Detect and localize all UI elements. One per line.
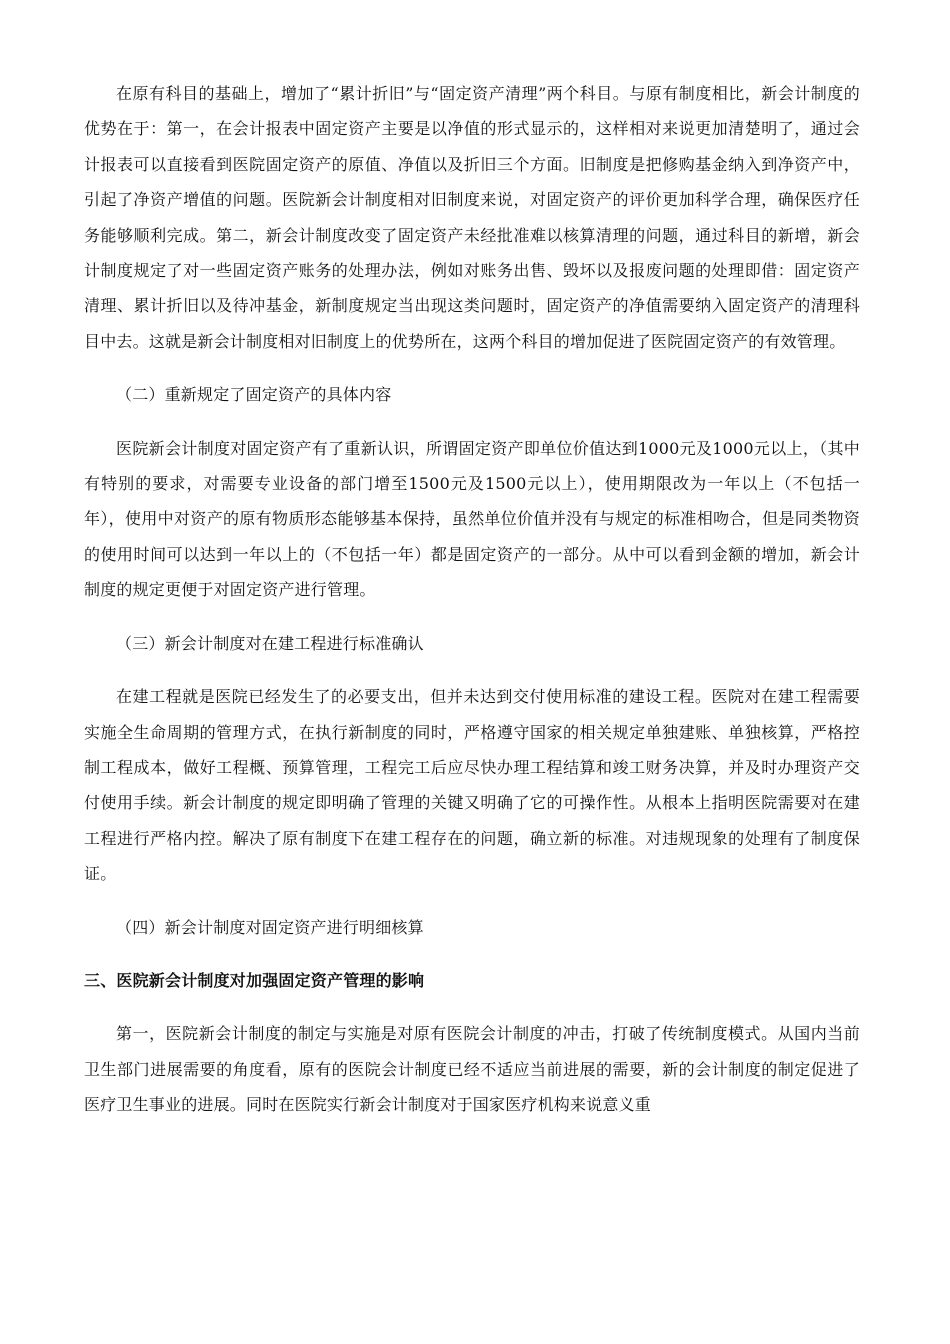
section-heading: 三、医院新会计制度对加强固定资产管理的影响 — [84, 970, 425, 990]
subheading: （二）重新规定了固定资产的具体内容 — [116, 385, 392, 405]
subheading: （四）新会计制度对固定资产进行明细核算 — [116, 917, 424, 937]
body-paragraph: 第一，医院新会计制度的制定与实施是对原有医院会计制度的冲击，打破了传统制度模式。从国内当前卫生部门进展需要的角度看，原有的医院会计制度已经不适应当前进展的需要，新的会计制度的制定促进了医疗卫生事业的进展。同时在医院实行新会计制度对于国家医疗机构来说意义重 — [84, 1024, 860, 1115]
body-paragraph: 在原有科目的基础上，增加了“累计折旧”与“固定资产清理”两个科目。与原有制度相比，新会计制度的优势在于：第一，在会计报表中固定资产主要是以净值的形式显示的，这样相对来说更加清楚明了，通过会计报表可以直接看到医院固定资产的原值、净值以及折旧三个方面。旧制度是把修购基金纳入到净资产中，引起了净资产增值的问题。医院新会计制度相对旧制度来说，对固定资产的评价更加科学合理，确保医疗任务能够顺利完成。第二，新会计制度改变了固定资产未经批准难以核算清理的问题，通过科目的新增，新会计制度规定了对一些固定资产账务的处理办法，例如对账务出售、毁坏以及报废问题的处理即借：固定资产清理、累计折旧以及待冲基金，新制度规定当出现这类问题时，固定资产的净值需要纳入固定资产的清理科目中去。这就是新会计制度相对旧制度上的优势所在，这两个科目的增加促进了医院固定资产的有效管理。 — [84, 84, 860, 351]
body-paragraph: 在建工程就是医院已经发生了的必要支出，但并未达到交付使用标准的建设工程。医院对在建工程需要实施全生命周期的管理方式，在执行新制度的同时，严格遵守国家的相关规定单独建账、单独核算，严格控制工程成本，做好工程概、预算管理，工程完工后应尽快办理工程结算和竣工财务决算，并及时办理资产交付使用手续。新会计制度的规定即明确了管理的关键又明确了它的可操作性。从根本上指明医院需要对在建工程进行严格内控。解决了原有制度下在建工程存在的问题，确立新的标准。对违规现象的处理有了制度保证。 — [84, 687, 860, 884]
body-paragraph: 医院新会计制度对固定资产有了重新认识，所谓固定资产即单位价值达到1000元及1000元以上，（其中有特别的要求，对需要专业设备的部门增至1500元及1500元以上），使用期限改为一年以上（不包括一年），使用中对资产的原有物质形态能够基本保持，虽然单位价值并没有与规定的标准相吻合，但是同类物资的使用时间可以达到一年以上的（不包括一年）都是固定资产的一部分。从中可以看到金额的增加，新会计制度的规定更便于对固定资产进行管理。 — [84, 438, 860, 600]
document-page — [84, 76, 860, 1141]
subheading: （三）新会计制度对在建工程进行标准确认 — [116, 633, 424, 653]
